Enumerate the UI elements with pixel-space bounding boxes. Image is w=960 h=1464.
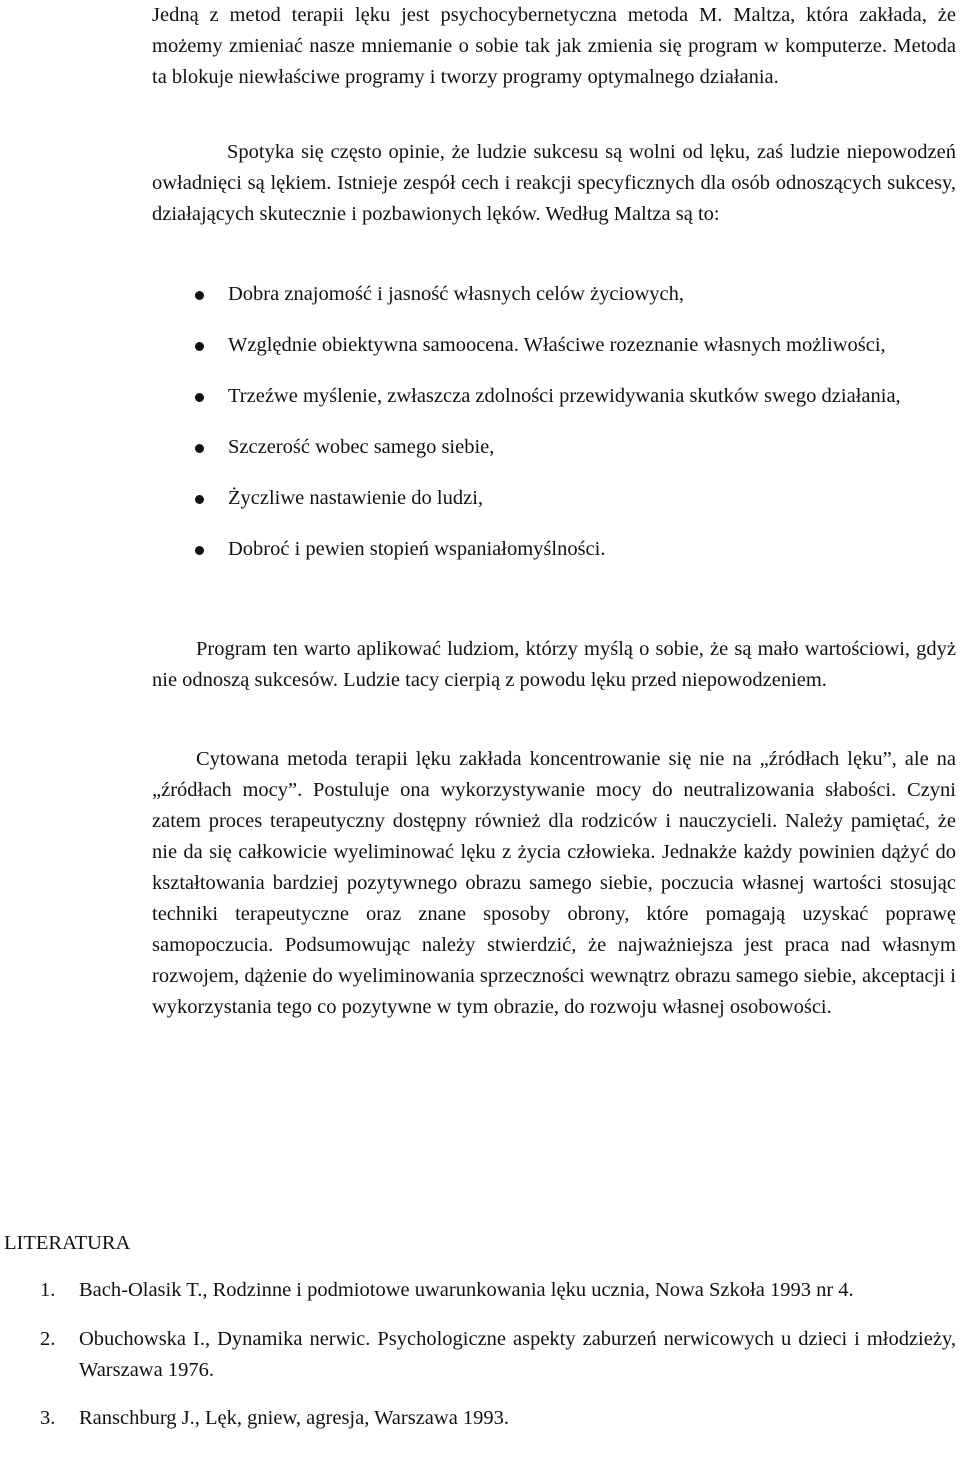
bullet-icon bbox=[195, 291, 204, 300]
literature-item bbox=[0, 1324, 956, 1386]
list-item-text: Dobra znajomość i jasność własnych celów życiowych, bbox=[228, 283, 684, 305]
literature-item-number: 1. bbox=[40, 1279, 56, 1301]
literature-list bbox=[0, 1275, 960, 1434]
bullet-icon bbox=[195, 546, 204, 555]
list-item-text: Względnie obiektywna samoocena. Właściwe rozeznanie własnych możliwości, bbox=[228, 334, 886, 356]
list-item bbox=[152, 534, 956, 565]
bullet-icon bbox=[195, 393, 204, 402]
list-item bbox=[152, 381, 956, 412]
bullet-icon bbox=[195, 495, 204, 504]
list-item bbox=[152, 432, 956, 463]
list-item-text: Życzliwe nastawienie do ludzi, bbox=[228, 487, 484, 509]
bullet-icon bbox=[195, 342, 204, 351]
paragraph-summary: Cytowana metoda terapii lęku zakłada koncentrowanie się nie na „źródłach lęku”, ale na „źródłach mocy”. Postuluje ona wykorzystywanie mocy do neutralizowania słabości. Czyni zatem proces terapeutyczny dostępny również dla rodziców i nauczycieli. Należy pamiętać, że nie da się całkowicie wyeliminować lęku z życia człowieka. Jednakże każdy powinien dążyć do kształtowania bardziej pozytywnego obrazu samego siebie, poczucia własnej wartości stosując techniki terapeutyczne oraz znane sposoby obrony, które pomagają uzyskać poprawę samopoczucia. Podsumowując należy stwierdzić, że najważniejsza jest praca nad własnym rozwojem, dążenie do wyeliminowania sprzeczności wewnątrz obrazu samego siebie, akceptacji i wykorzystania tego co pozytywne w tym obrazie, do rozwoju własnej osobowości. bbox=[152, 748, 956, 1018]
literature-item-number: 2. bbox=[40, 1328, 56, 1350]
literature-item-text: Bach-Olasik T., Rodzinne i podmiotowe uwarunkowania lęku ucznia, Nowa Szkoła 1993 nr 4. bbox=[79, 1279, 854, 1301]
bullet-icon bbox=[195, 444, 204, 453]
list-item-text: Szczerość wobec samego siebie, bbox=[228, 436, 495, 458]
literature-item-number: 3. bbox=[40, 1407, 56, 1429]
literature-item bbox=[0, 1403, 956, 1434]
literature-item-text: Obuchowska I., Dynamika nerwic. Psychologiczne aspekty zaburzeń nerwicowych u dzieci i młodzieży, Warszawa 1976. bbox=[79, 1328, 956, 1381]
paragraph-program: Program ten warto aplikować ludziom, którzy myślą o sobie, że są mało wartościowi, gdyż nie odnoszą sukcesów. Ludzie tacy cierpią z powodu lęku przed niepowodzeniem. bbox=[152, 638, 956, 691]
list-item bbox=[152, 279, 956, 310]
list-item-text: Dobroć i pewien stopień wspaniałomyślności. bbox=[228, 538, 606, 560]
list-item bbox=[152, 330, 956, 361]
literature-item bbox=[0, 1275, 956, 1306]
traits-list bbox=[152, 279, 956, 565]
paragraph-intro: Jedną z metod terapii lęku jest psychocybernetyczna metoda M. Maltza, która zakłada, że możemy zmieniać nasze mniemanie o sobie tak jak zmienia się program w komputerze. Metoda ta blokuje niewłaściwe programy i tworzy programy optymalnego działania. bbox=[152, 4, 956, 88]
paragraph-success-traits: Spotyka się często opinie, że ludzie sukcesu są wolni od lęku, zaś ludzie niepowodzeń owładnięci są lękiem. Istnieje zespół cech i reakcji specyficznych dla osób odnoszących sukcesy, działających skutecznie i pozbawionych lęków. Według Maltza są to: bbox=[152, 141, 956, 225]
literature-heading: LITERATURA bbox=[4, 1232, 131, 1254]
list-item bbox=[152, 483, 956, 514]
list-item-text: Trzeźwe myślenie, zwłaszcza zdolności przewidywania skutków swego działania, bbox=[228, 385, 901, 407]
literature-item-text: Ranschburg J., Lęk, gniew, agresja, Warszawa 1993. bbox=[79, 1407, 510, 1429]
